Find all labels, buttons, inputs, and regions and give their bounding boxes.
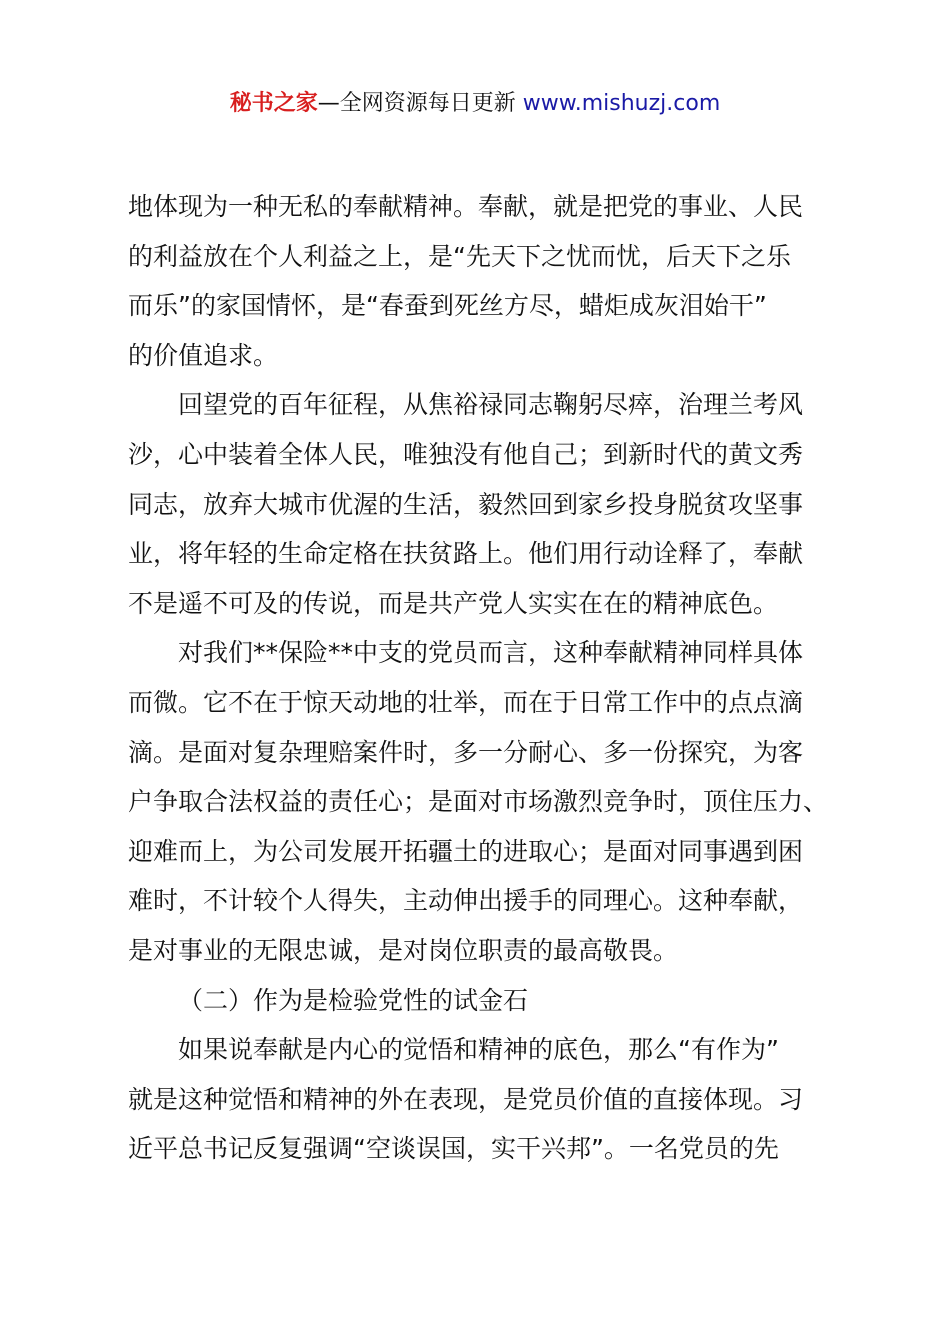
text-line: 回望党的百年征程，从焦裕禄同志鞠躬尽瘁，治理兰考风 xyxy=(178,390,804,420)
text-line: 沙，心中装着全体人民，唯独没有他自己；到新时代的黄文秀 xyxy=(128,439,804,469)
text-line: 地体现为一种无私的奉献精神。奉献，就是把党的事业、人民 xyxy=(128,192,804,221)
text-line: 滴。是面对复杂理赔案件时，多一分耐心、多一份探究，为客 xyxy=(128,737,804,767)
text-line: 不是遥不可及的传说，而是共产党人实实在在的精神底色。 xyxy=(128,588,779,618)
page-header xyxy=(0,88,950,120)
text-line: 就是这种觉悟和精神的外在表现，是党员价值的直接体现。习 xyxy=(128,1084,804,1114)
site-url[interactable]: www.mishuzj.com xyxy=(522,91,721,116)
text-line: 如果说奉献是内心的觉悟和精神的底色，那么“有作为” xyxy=(178,1035,779,1065)
document-body xyxy=(128,182,838,1174)
text-line: （二）作为是检验党性的试金石 xyxy=(178,985,529,1015)
text-line: 迎难而上，为公司发展开拓疆土的进取心；是面对同事遇到困 xyxy=(128,836,804,866)
text-line: 对我们**保险**中支的党员而言，这种奉献精神同样具体 xyxy=(178,638,804,668)
text-line: 业，将年轻的生命定格在扶贫路上。他们用行动诠释了，奉献 xyxy=(128,539,804,569)
text-line: 近平总书记反复强调“空谈误国，实干兴邦”。一名党员的先 xyxy=(128,1134,779,1164)
text-line: 同志，放弃大城市优渥的生活，毅然回到家乡投身脱贫攻坚事 xyxy=(128,489,804,519)
text-line: 户争取合法权益的责任心；是面对市场激烈竞争时，顶住压力、 xyxy=(128,787,829,817)
text-line: 而微。它不在于惊天动地的壮举，而在于日常工作中的点点滴 xyxy=(128,687,804,717)
header-tagline: —全网资源每日更新 xyxy=(317,91,523,116)
text-line: 的利益放在个人利益之上，是“先天下之忧而忧，后天下之乐 xyxy=(128,241,791,271)
brand-name: 秘书之家 xyxy=(229,91,318,116)
text-line: 难时，不计较个人得失，主动伸出援手的同理心。这种奉献， xyxy=(128,886,804,916)
text-line: 是对事业的无限忠诚，是对岗位职责的最高敬畏。 xyxy=(128,935,679,965)
text-line: 的价值追求。 xyxy=(128,340,279,370)
text-line: 而乐”的家国情怀，是“春蚕到死丝方尽，蜡炬成灰泪始干” xyxy=(128,291,767,321)
